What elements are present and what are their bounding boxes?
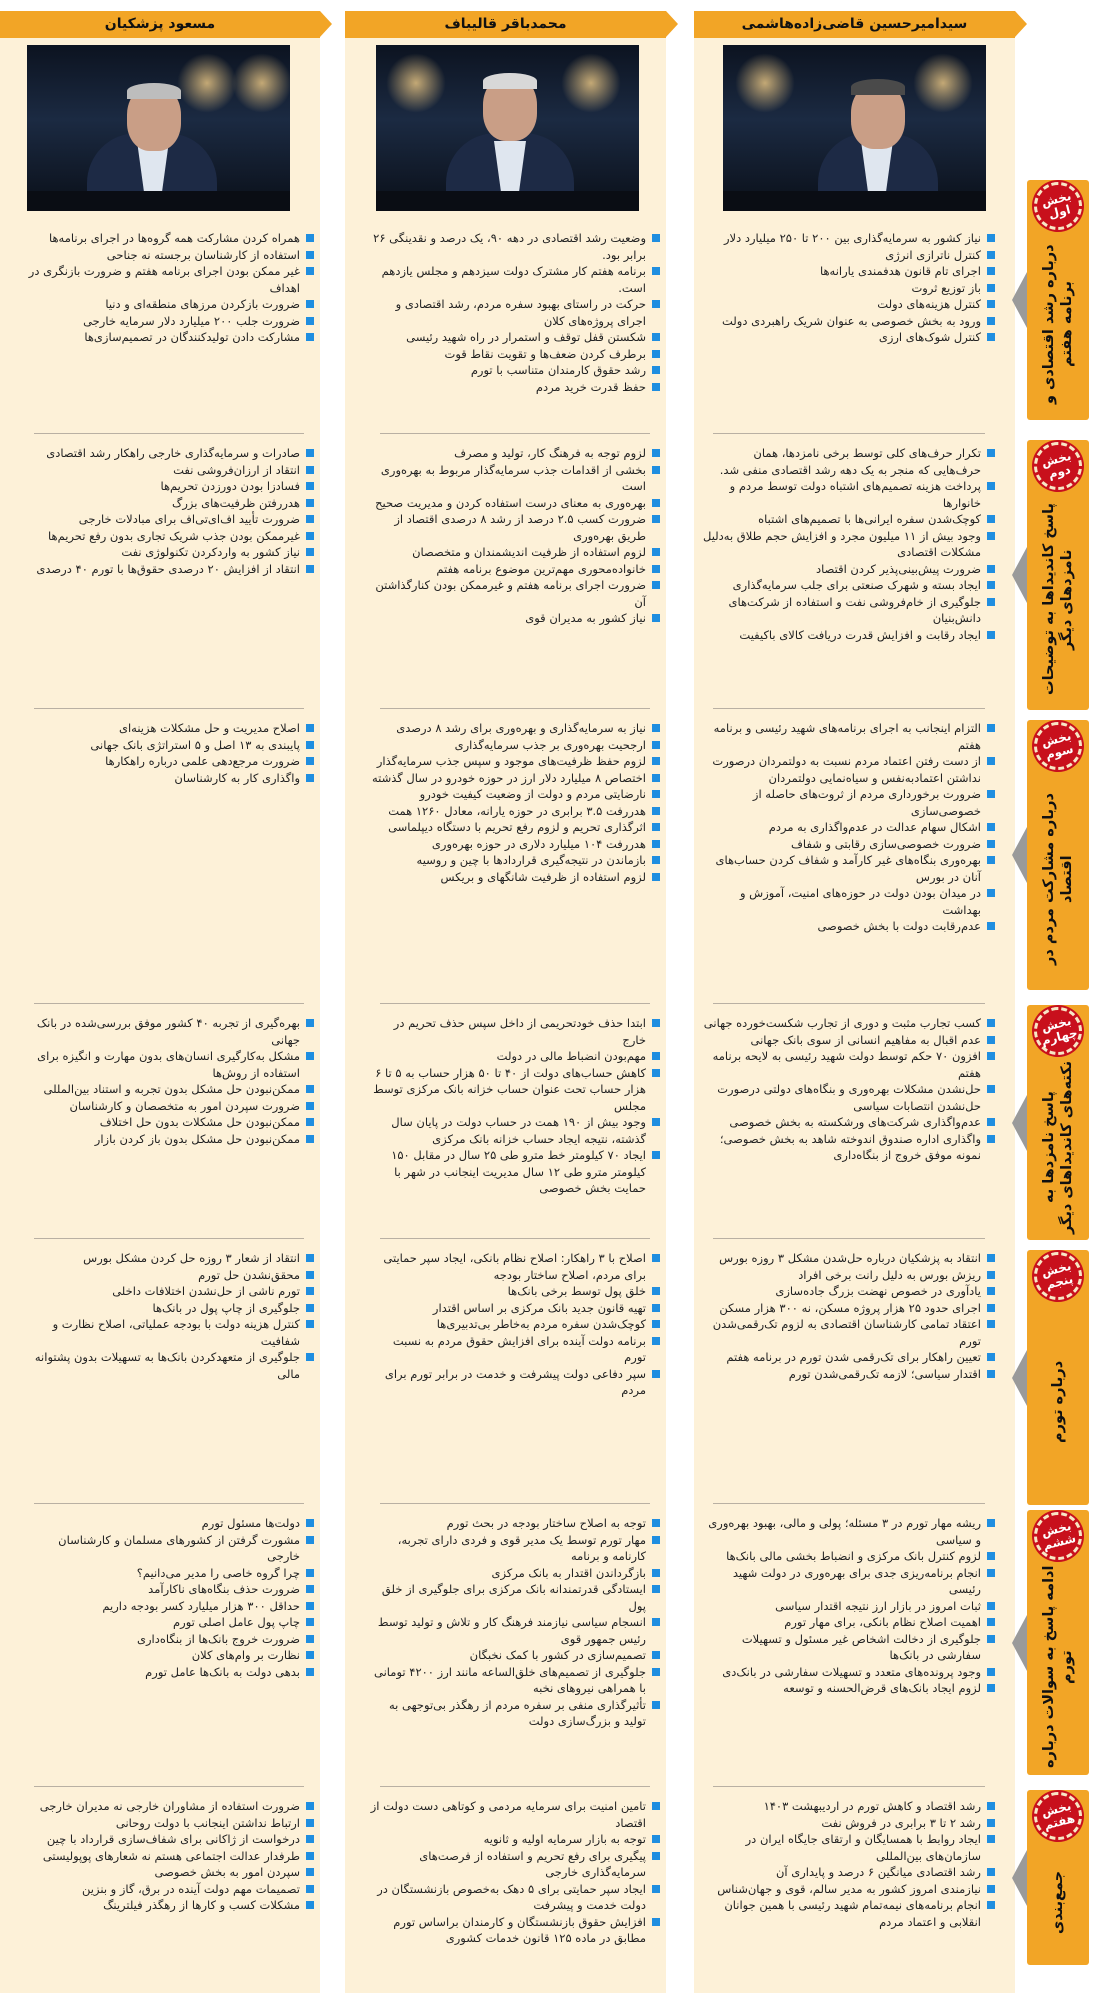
bullet-item: همراه کردن مشارکت همه گروه‌ها در اجرای برنامه‌ها <box>24 230 314 247</box>
bullet-item: جلوگیری از تصمیم‌های خلق‌الساعه مانند ارز ۴۲۰۰ تومانی با همراهی نیروهای نخبه <box>370 1664 660 1697</box>
section-badge: بخش پنجم <box>1029 1247 1087 1305</box>
bullet-item: ایجاد روابط با همسایگان و ارتقای جایگاه ایران در سازمان‌های بین‌المللی <box>703 1831 995 1864</box>
bullet-item: برنامه هفتم کار مشترک دولت سیزدهم و مجلس یازدهم است. <box>370 263 660 296</box>
bullet-item: رشد اقتصادی میانگین ۶ درصد و پایداری آن <box>703 1864 995 1881</box>
section-divider <box>380 1503 650 1504</box>
section-badge: بخش ششم <box>1029 1507 1087 1565</box>
section-7-left-list <box>24 1798 314 1983</box>
bullet-item: توجه به اصلاح ساختار بودجه در بحث تورم <box>370 1515 660 1532</box>
bullet-item: مشکل به‌کارگیری انسان‌های بدون مهارت و انگیزه برای استفاده از روش‌ها <box>24 1048 314 1081</box>
section-badge: بخش دوم <box>1029 437 1087 495</box>
section-badge: بخش سوم <box>1029 717 1087 775</box>
bullet-item: بهره‌وری به معنای درست استفاده کردن و مدیریت صحیح <box>370 495 660 512</box>
bullet-item: تکرار حرف‌های کلی توسط برخی نامزدها، همان حرف‌هایی که منجر به یک دهه رشد اقتصادی منفی شد. <box>703 445 995 478</box>
bullet-item: خلق پول توسط برخی بانک‌ها <box>370 1283 660 1300</box>
bullet-item: عدم‌رقابت دولت با بخش خصوصی <box>703 918 995 935</box>
bullet-item: واگذاری کار به کارشناسان <box>24 770 314 787</box>
section-divider <box>713 1003 985 1004</box>
bullet-item: مشارکت دادن تولیدکنندگان در تصمیم‌سازی‌ها <box>24 329 314 346</box>
bullet-item: صادرات و سرمایه‌گذاری خارجی راهکار رشد اقتصادی <box>24 445 314 462</box>
section-title: درباره تورم <box>1050 1360 1066 1444</box>
section-divider <box>34 1503 304 1504</box>
bullet-item: جلوگیری از چاپ پول در بانک‌ها <box>24 1300 314 1317</box>
section-divider <box>713 708 985 709</box>
section-4-right-list <box>703 1015 995 1240</box>
bullet-item: خانواده‌محوری مهم‌ترین موضوع برنامه هفتم <box>370 561 660 578</box>
bullet-item: ممکن‌نبودن حل مشکل بدون تجربه و استناد بین‌المللی <box>24 1081 314 1098</box>
section-title: پاسخ کاندیداها به توضیحات نامزدهای دیگر <box>1041 503 1075 696</box>
section-divider <box>713 433 985 434</box>
bullet-item: انتقاد از افزایش ۲۰ درصدی حقوق‌ها با تورم ۴۰ درصدی <box>24 561 314 578</box>
section-5-right-list <box>703 1250 995 1500</box>
bullet-item: سپر دفاعی دولت پیشرفت و خدمت در برابر تورم برای مردم <box>370 1366 660 1399</box>
bullet-item: تعیین راهکار برای تک‌رقمی شدن تورم در برنامه هفتم <box>703 1349 995 1366</box>
bullet-item: ورود به بخش خصوصی به عنوان شریک راهبردی دولت <box>703 313 995 330</box>
bullet-item: ضرورت خروج بانک‌ها از بنگاه‌داری <box>24 1631 314 1648</box>
bullet-item: نیاز به سرمایه‌گذاری و بهره‌وری برای رشد ۸ درصدی <box>370 720 660 737</box>
section-pointer-icon <box>1012 1095 1027 1151</box>
section-divider <box>713 1238 985 1239</box>
section-pointer-icon <box>1012 272 1027 328</box>
bullet-item: افزایش حقوق بازنشستگان و کارمندان براساس تورم مطابق در ماده ۱۲۵ قانون خدمات کشوری <box>370 1914 660 1947</box>
bullet-item: عدم‌واگذاری شرکت‌های ورشکسته به بخش خصوصی <box>703 1114 995 1131</box>
bullet-item: وجود پرونده‌های متعدد و تسهیلات سفارشی در بانک‌دی <box>703 1664 995 1681</box>
bullet-item: نیاز کشور به سرمایه‌گذاری بین ۲۰۰ تا ۲۵۰ میلیارد دلار <box>703 230 995 247</box>
bullet-item: ایجاد بسته و شهرک صنعتی برای جلب سرمایه‌گذاری <box>703 577 995 594</box>
bullet-item: مشکلات کسب و کارها از رهگذر فیلترینگ <box>24 1897 314 1914</box>
bullet-item: نیازمندی امروز کشور به مدیر سالم، قوی و جهان‌شناس <box>703 1881 995 1898</box>
bullet-item: چرا گروه خاصی را مدیر می‌دانیم؟ <box>24 1565 314 1582</box>
bullet-item: تورم ناشی از حل‌نشدن اختلافات داخلی <box>24 1283 314 1300</box>
bullet-item: تأثیرگذاری منفی بر سفره مردم از رهگذر بی‌توجهی به تولید و بزرگ‌سازی دولت <box>370 1697 660 1730</box>
bullet-item: عدم اقبال به مفاهیم انسانی از سوی بانک جهانی <box>703 1032 995 1049</box>
bullet-item: لزوم حفظ ظرفیت‌های موجود و سپس جذب سرمایه‌گذار <box>370 753 660 770</box>
bullet-item: اجرای حدود ۲۵ هزار پروژه مسکن، نه ۳۰۰ هزار مسکن <box>703 1300 995 1317</box>
bullet-item: انجام برنامه‌های نیمه‌تمام شهید رئیسی با همین جوانان انقلابی و اعتماد مردم <box>703 1897 995 1930</box>
bullet-item: درخواست از ژاکانی برای شفاف‌سازی قرارداد با چین <box>24 1831 314 1848</box>
bullet-item: در میدان بودن دولت در حوزه‌های امنیت، آموزش و بهداشت <box>703 885 995 918</box>
bullet-item: ضرورت جلب ۲۰۰ میلیارد دلار سرمایه خارجی <box>24 313 314 330</box>
bullet-item: اثرگذاری تحریم و لزوم رفع تحریم با دستگاه دیپلماسی <box>370 819 660 836</box>
bullet-item: غیرممکن بودن جذب شریک تجاری بدون رفع تحریم‌ها <box>24 528 314 545</box>
bullet-item: محقق‌نشدن حل تورم <box>24 1267 314 1284</box>
bullet-item: کنترل هزینه دولت با بودجه عملیاتی، اصلاح نظارت و شفافیت <box>24 1316 314 1349</box>
bullet-item: ضرورت کسب ۲.۵ درصد از رشد ۸ درصدی اقتصاد از طریق بهره‌وری <box>370 511 660 544</box>
bullet-item: برنامه دولت آینده برای افزایش حقوق مردم به نسبت تورم <box>370 1333 660 1366</box>
bullet-item: رشد ۲ تا ۳ برابری در فروش نفت <box>703 1815 995 1832</box>
bullet-item: ممکن‌نبودن حل مشکل بدون باز کردن بازار <box>24 1131 314 1148</box>
section-1-right-list <box>703 230 995 425</box>
bullet-item: بخشی از اقدامات جذب سرمایه‌گذار مربوط به بهره‌وری است <box>370 462 660 495</box>
bullet-item: هدررفت ۳.۵ برابری در حوزه یارانه، معادل ۱۲۶۰ همت <box>370 803 660 820</box>
section-divider <box>34 433 304 434</box>
section-divider <box>34 708 304 709</box>
section-divider <box>380 1786 650 1787</box>
bullet-item: اصلاح مدیریت و حل مشکلات هزینه‌ای <box>24 720 314 737</box>
bullet-item: حرکت در راستای بهبود سفره مردم، رشد اقتصادی و اجرای پروژه‌های کلان <box>370 296 660 329</box>
bullet-item: اقتدار سیاسی؛ لازمه تک‌رقمی‌شدن تورم <box>703 1366 995 1383</box>
bullet-item: ضرورت حذف بنگاه‌های ناکارآمد <box>24 1581 314 1598</box>
bullet-item: لزوم ایجاد بانک‌های قرض‌الحسنه و توسعه <box>703 1680 995 1697</box>
bullet-item: پایبندی به ۱۳ اصل و ۵ استراتژی بانک جهانی <box>24 737 314 754</box>
bullet-item: بازگرداندن اقتدار به بانک مرکزی <box>370 1565 660 1582</box>
section-divider <box>713 1786 985 1787</box>
section-badge: بخش چهارم <box>1029 1002 1087 1060</box>
bullet-item: مهم‌بودن انضباط مالی در دولت <box>370 1048 660 1065</box>
column-header-ghalibaf: محمدباقر قالیباف <box>345 11 666 38</box>
bullet-item: توجه به بازار سرمایه اولیه و ثانویه <box>370 1831 660 1848</box>
bullet-item: جلوگیری از خام‌فروشی نفت و استفاده از شرکت‌های دانش‌بنیان <box>703 594 995 627</box>
bullet-item: پیگیری برای رفع تحریم و استفاده از فرصت‌های سرمایه‌گذاری خارجی <box>370 1848 660 1881</box>
bullet-item: حل‌نشدن مشکلات بهره‌وری و بنگاه‌های دولتی درصورت حل‌نشدن انتصابات سیاسی <box>703 1081 995 1114</box>
bullet-item: برطرف کردن ضعف‌ها و تقویت نقاط قوت <box>370 346 660 363</box>
section-divider <box>380 1003 650 1004</box>
bullet-item: افزون ۷۰ حکم توسط دولت شهید رئیسی به لایحه برنامه هفتم <box>703 1048 995 1081</box>
bullet-item: کوچک‌شدن سفره مردم به‌خاطر بی‌تدبیری‌ها <box>370 1316 660 1333</box>
section-4-left-list <box>24 1015 314 1240</box>
section-2-right-list <box>703 445 995 700</box>
bullet-item: انسجام سیاسی نیازمند فرهنگ کار و تلاش و تولید توسط رئیس جمهور قوی <box>370 1614 660 1647</box>
section-divider <box>380 433 650 434</box>
section-pointer-icon <box>1012 1350 1027 1406</box>
candidate-photo-ghazizadeh <box>723 45 986 211</box>
bullet-item: نظارت بر وام‌های کلان <box>24 1647 314 1664</box>
bullet-item: ضرورت مرجع‌دهی علمی درباره راهکارها <box>24 753 314 770</box>
bullet-item: ممکن‌نبودن حل مشکلات بدون حل اختلاف <box>24 1114 314 1131</box>
section-7-middle-list <box>370 1798 660 1983</box>
section-3-middle-list <box>370 720 660 995</box>
bullet-item: رشد اقتصاد و کاهش تورم در اردیبهشت ۱۴۰۳ <box>703 1798 995 1815</box>
bullet-item: حفظ قدرت خرید مردم <box>370 379 660 396</box>
bullet-item: ضرورت اجرای برنامه هفتم و غیرممکن بودن کنارگذاشتن آن <box>370 577 660 610</box>
section-title: درباره رشد اقتصادی و برنامه هفتم <box>1041 244 1075 405</box>
section-divider <box>34 1003 304 1004</box>
bullet-item: ارجحیت بهره‌وری بر جذب سرمایه‌گذاری <box>370 737 660 754</box>
section-6-right-list <box>703 1515 995 1775</box>
bullet-item: وجود بیش از ۱۹۰ همت در حساب دولت در پایان سال گذشته، نتیجه ایجاد حساب خزانه بانک مرکزی <box>370 1114 660 1147</box>
section-divider <box>34 1786 304 1787</box>
section-pointer-icon <box>1012 1850 1027 1906</box>
bullet-item: انتقاد به پزشکیان درباره حل‌شدن مشکل ۳ روزه بورس <box>703 1250 995 1267</box>
section-pointer-icon <box>1012 547 1027 603</box>
bullet-item: نیاز کشور به واردکردن تکنولوژی نفت <box>24 544 314 561</box>
section-title: پاسخ نامزدها به نکته‌های کاندیداهای دیگر <box>1041 1060 1075 1234</box>
section-divider <box>380 1238 650 1239</box>
candidate-photo-ghalibaf <box>376 45 639 211</box>
section-title: ادامه پاسخ به سوالات درباره تورم <box>1041 1565 1075 1769</box>
section-pointer-icon <box>1012 1615 1027 1671</box>
section-badge: بخش اول <box>1029 177 1087 235</box>
section-divider <box>713 1503 985 1504</box>
bullet-item: بدهی دولت به بانک‌ها عامل تورم <box>24 1664 314 1681</box>
bullet-item: نارضایتی مردم و دولت از وضعیت کیفیت خودرو <box>370 786 660 803</box>
bullet-item: نیاز کشور به مدیران قوی <box>370 610 660 627</box>
bullet-item: بهره‌گیری از تجربه ۴۰ کشور موفق بررسی‌شده در بانک جهانی <box>24 1015 314 1048</box>
bullet-item: طرفدار عدالت اجتماعی هستم نه شعارهای پوپولیستی <box>24 1848 314 1865</box>
section-title: درباره مشارکت مردم در اقتصاد <box>1041 793 1075 966</box>
candidate-photo-pezeshkian <box>27 45 290 211</box>
bullet-item: ریزش بورس به دلیل رانت برخی افراد <box>703 1267 995 1284</box>
column-header-ghazizadeh: سیدامیرحسین قاضی‌زاده‌هاشمی <box>694 11 1015 38</box>
bullet-item: کنترل هزینه‌های دولت <box>703 296 995 313</box>
bullet-item: اصلاح با ۳ راهکار: اصلاح نظام بانکی، ایجاد سپر حمایتی برای مردم، اصلاح ساختار بودجه <box>370 1250 660 1283</box>
bullet-item: لزوم کنترل بانک مرکزی و انضباط بخشی مالی بانک‌ها <box>703 1548 995 1565</box>
section-1-left-list <box>24 230 314 425</box>
bullet-item: ایجاد سپر حمایتی برای ۵ دهک به‌خصوص بازنشستگان در دولت خدمت و پیشرفت <box>370 1881 660 1914</box>
bullet-item: انجام برنامه‌ریزی جدی برای بهره‌وری در دولت شهید رئیسی <box>703 1565 995 1598</box>
bullet-item: انتقاد از ارزان‌فروشی نفت <box>24 462 314 479</box>
bullet-item: هدررفت ۱۰۴ میلیارد دلاری در حوزه بهره‌وری <box>370 836 660 853</box>
section-badge: بخش هفتم <box>1029 1787 1087 1845</box>
bullet-item: ضرورت برخورداری مردم از ثروت‌های حاصله از خصوصی‌سازی <box>703 786 995 819</box>
bullet-item: ریشه مهار تورم در ۳ مسئله؛ پولی و مالی، بهبود بهره‌وری و سیاسی <box>703 1515 995 1548</box>
bullet-item: رشد حقوق کارمندان متناسب با تورم <box>370 362 660 379</box>
bullet-item: ابتدا حذف خودتحریمی از داخل سپس حذف تحریم در خارج <box>370 1015 660 1048</box>
bullet-item: دولت‌ها مسئول تورم <box>24 1515 314 1532</box>
section-3-left-list <box>24 720 314 995</box>
bullet-item: ایجاد ۷۰ کیلومتر خط مترو طی ۲۵ سال در مقابل ۱۵۰ کیلومتر مترو طی ۱۲ سال مدیریت اینجانب در شهر با حمایت بخش خصوصی <box>370 1147 660 1197</box>
bullet-item: مهار تورم توسط یک مدیر قوی و فردی دارای تجربه، کارنامه و برنامه <box>370 1532 660 1565</box>
bullet-item: کنترل شوک‌های ارزی <box>703 329 995 346</box>
bullet-item: ایجاد رقابت و افزایش قدرت دریافت کالای باکیفیت <box>703 627 995 644</box>
bullet-item: لزوم استفاده از ظرفیت شانگهای و بریکس <box>370 869 660 886</box>
section-pointer-icon <box>1012 827 1027 883</box>
section-title: جمع‌بندی <box>1050 1870 1066 1934</box>
section-6-left-list <box>24 1515 314 1775</box>
bullet-item: تصمیم‌سازی در کشور با کمک نخبگان <box>370 1647 660 1664</box>
bullet-item: ضرورت تأیید اف‌ای‌تی‌اف برای مبادلات خارجی <box>24 511 314 528</box>
bullet-item: وضعیت رشد اقتصادی در دهه ۹۰، یک درصد و نقدینگی ۲۶ برابر بود. <box>370 230 660 263</box>
bullet-item: یادآوری در خصوص نهضت بزرگ جاده‌سازی <box>703 1283 995 1300</box>
bullet-item: لزوم استفاده از ظرفیت اندیشمندان و متخصصان <box>370 544 660 561</box>
bullet-item: کنترل ناترازی انرژی <box>703 247 995 264</box>
section-divider <box>34 1238 304 1239</box>
bullet-item: فسادزا بودن دورزدن تحریم‌ها <box>24 478 314 495</box>
bullet-item: جلوگیری از دخالت اشخاص غیر مسئول و تسهیلات سفارشی در بانک‌ها <box>703 1631 995 1664</box>
bullet-item: اهمیت اصلاح نظام بانکی، برای مهار تورم <box>703 1614 995 1631</box>
bullet-item: از دست رفتن اعتماد مردم نسبت به دولتمردان درصورت نداشتن اعتمادبه‌نفس و سیاه‌نمایی دولتمردان <box>703 753 995 786</box>
bullet-item: اشکال سهام عدالت در عدم‌واگذاری به مردم <box>703 819 995 836</box>
bullet-item: غیر ممکن بودن اجرای برنامه هفتم و ضرورت بازنگری در اهداف <box>24 263 314 296</box>
bullet-item: هدررفتن ظرفیت‌های بزرگ <box>24 495 314 512</box>
section-divider <box>380 708 650 709</box>
bullet-item: ضرورت سپردن امور به متخصصان و کارشناسان <box>24 1098 314 1115</box>
bullet-item: استفاده از کارشناسان برجسته نه جناحی <box>24 247 314 264</box>
section-2-middle-list <box>370 445 660 700</box>
bullet-item: ضرورت استفاده از مشاوران خارجی نه مدیران خارجی <box>24 1798 314 1815</box>
section-5-left-list <box>24 1250 314 1500</box>
bullet-item: کسب تجارب مثبت و دوری از تجارب شکست‌خورده جهانی <box>703 1015 995 1032</box>
bullet-item: ارتباط نداشتن اینجانب با دولت روحانی <box>24 1815 314 1832</box>
bullet-item: التزام اینجانب به اجرای برنامه‌های شهید رئیسی و برنامه هفتم <box>703 720 995 753</box>
section-2-left-list <box>24 445 314 700</box>
bullet-item: باز توزیع ثروت <box>703 280 995 297</box>
bullet-item: ثبات امروز در بازار ارز نتیجه اقتدار سیاسی <box>703 1598 995 1615</box>
bullet-item: پرداخت هزینه تصمیم‌های اشتباه دولت توسط مردم و خانوارها <box>703 478 995 511</box>
bullet-item: لزوم توجه به فرهنگ کار، تولید و مصرف <box>370 445 660 462</box>
bullet-item: تصمیمات مهم دولت آینده در برق، گاز و بنزین <box>24 1881 314 1898</box>
bullet-item: چاپ پول عامل اصلی تورم <box>24 1614 314 1631</box>
bullet-item: جلوگیری از متعهدکردن بانک‌ها به تسهیلات بدون پشتوانه مالی <box>24 1349 314 1382</box>
section-6-middle-list <box>370 1515 660 1775</box>
bullet-item: اجرای تام قانون هدفمندی یارانه‌ها <box>703 263 995 280</box>
section-4-middle-list <box>370 1015 660 1240</box>
bullet-item: ایستادگی قدرتمندانه بانک مرکزی برای جلوگیری از خلق پول <box>370 1581 660 1614</box>
bullet-item: کاهش حساب‌های دولت از ۴۰ تا ۵۰ هزار حساب به ۵ تا ۶ هزار حساب تحت عنوان حساب خزانه بانک مرکزی توسط مجلس <box>370 1065 660 1115</box>
section-1-middle-list <box>370 230 660 425</box>
bullet-item: مشورت گرفتن از کشورهای مسلمان و کارشناسان خارجی <box>24 1532 314 1565</box>
bullet-item: اعتقاد تمامی کارشناسان اقتصادی به لزوم تک‌رقمی‌شدن تورم <box>703 1316 995 1349</box>
bullet-item: ضرورت پیش‌بینی‌پذیر کردن اقتصاد <box>703 561 995 578</box>
bullet-item: شکستن قفل توقف و استمرار در راه شهید رئیسی <box>370 329 660 346</box>
bullet-item: بازماندن در نتیجه‌گیری قراردادها با چین و روسیه <box>370 852 660 869</box>
section-3-right-list <box>703 720 995 995</box>
column-header-pezeshkian: مسعود پزشکیان <box>0 11 320 38</box>
bullet-item: وجود بیش از ۱۱ میلیون مجرد و افزایش حجم طلاق به‌دلیل مشکلات اقتصادی <box>703 528 995 561</box>
bullet-item: سپردن امور به بخش خصوصی <box>24 1864 314 1881</box>
bullet-item: اختصاص ۸ میلیارد دلار ارز در حوزه خودرو در سال گذشته <box>370 770 660 787</box>
bullet-item: ضرورت خصوصی‌سازی رقابتی و شفاف <box>703 836 995 853</box>
bullet-item: بهره‌وری بنگاه‌های غیر کارآمد و شفاف کردن حساب‌های آنان در بورس <box>703 852 995 885</box>
bullet-item: تامین امنیت برای سرمایه مردمی و کوتاهی دست دولت از اقتصاد <box>370 1798 660 1831</box>
section-5-middle-list <box>370 1250 660 1500</box>
bullet-item: ضرورت بازکردن مرزهای منطقه‌ای و دنیا <box>24 296 314 313</box>
bullet-item: انتقاد از شعار ۳ روزه حل کردن مشکل بورس <box>24 1250 314 1267</box>
bullet-item: کوچک‌شدن سفره ایرانی‌ها با تصمیم‌های اشتباه <box>703 511 995 528</box>
bullet-item: تهیه قانون جدید بانک مرکزی بر اساس اقتدار <box>370 1300 660 1317</box>
bullet-item: واگذاری اداره صندوق اندوخته شاهد به بخش خصوصی؛ نمونه موفق خروج از بنگاه‌داری <box>703 1131 995 1164</box>
section-7-right-list <box>703 1798 995 1983</box>
bullet-item: حداقل ۳۰۰ هزار میلیارد کسر بودجه داریم <box>24 1598 314 1615</box>
